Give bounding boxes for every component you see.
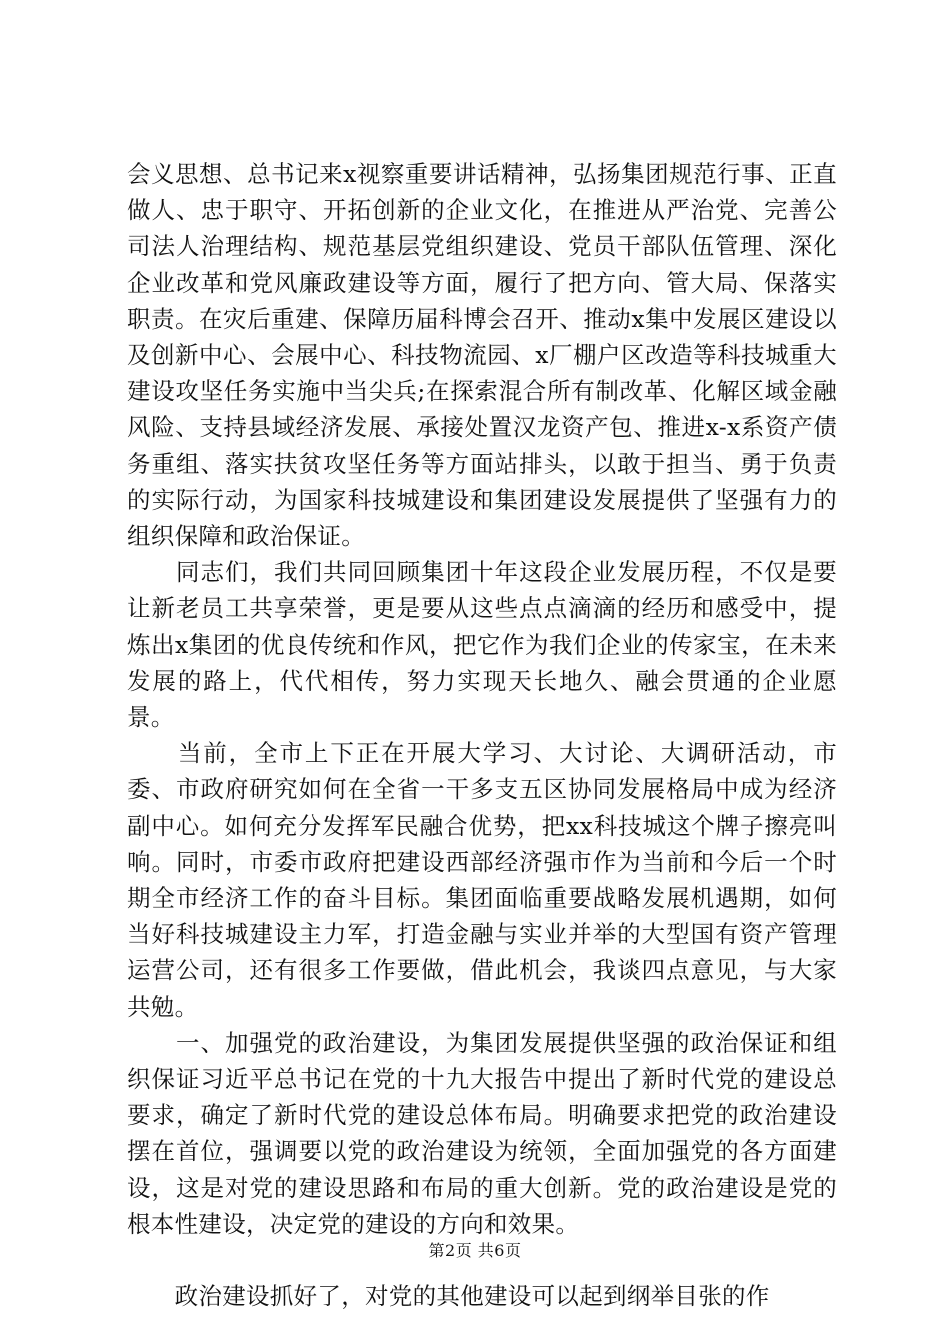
- document-body: [127, 156, 837, 1314]
- page-number-footer: 第2页 共6页: [428, 1241, 522, 1260]
- paragraph-3: 当前，全市上下正在开展大学习、大讨论、大调研活动，市委、市政府研究如何在全省一干多支五区协同发展格局中成为经济副中心。如何充分发挥军民融合优势，把xx科技城这个牌子擦亮叫响。同时，市委市政府把建设西部经济强市作为当前和今后一个时期全市经济工作的奋斗目标。集团面临重要战略发展机遇期，如何当好科技城建设主力军，打造金融与实业并举的大型国有资产管理运营公司，还有很多工作要做，借此机会，我谈四点意见，与大家共勉。: [127, 739, 837, 1021]
- paragraph-4: 一、加强党的政治建设，为集团发展提供坚强的政治保证和组织保证习近平总书记在党的十九大报告中提出了新时代党的建设总要求，确定了新时代党的建设总体布局。明确要求把党的政治建设摆在首位，强调要以党的政治建设为统领，全面加强党的各方面建设，这是对党的建设思路和布局的重大创新。党的政治建设是党的根本性建设，决定党的建设的方向和效果。: [127, 1028, 837, 1238]
- paragraph-2: 同志们，我们共同回顾集团十年这段企业发展历程，不仅是要让新老员工共享荣誉，更是要从这些点点滴滴的经历和感受中，提炼出x集团的优良传统和作风，把它作为我们企业的传家宝，在未来发展的路上，代代相传，努力实现天长地久、融会贯通的企业愿景。: [127, 558, 837, 732]
- paragraph-5: 政治建设抓好了，对党的其他建设可以起到纲举目张的作: [127, 1282, 770, 1311]
- paragraph-1: 会义思想、总书记来x视察重要讲话精神，弘扬集团规范行事、正直做人、忠于职守、开拓创新的企业文化，在推进从严治党、完善公司法人治理结构、规范基层党组织建设、党员干部队伍管理、深化企业改革和党风廉政建设等方面，履行了把方向、管大局、保落实职责。在灾后重建、保障历届科博会召开、推动x集中发展区建设以及创新中心、会展中心、科技物流园、x厂棚户区改造等科技城重大建设攻坚任务实施中当尖兵;在探索混合所有制改革、化解区域金融风险、支持县域经济发展、承接处置汉龙资产包、推进x-x系资产债务重组、落实扶贫攻坚任务等方面站排头，以敢于担当、勇于负责的实际行动，为国家科技城建设和集团建设发展提供了坚强有力的组织保障和政治保证。: [127, 160, 837, 551]
